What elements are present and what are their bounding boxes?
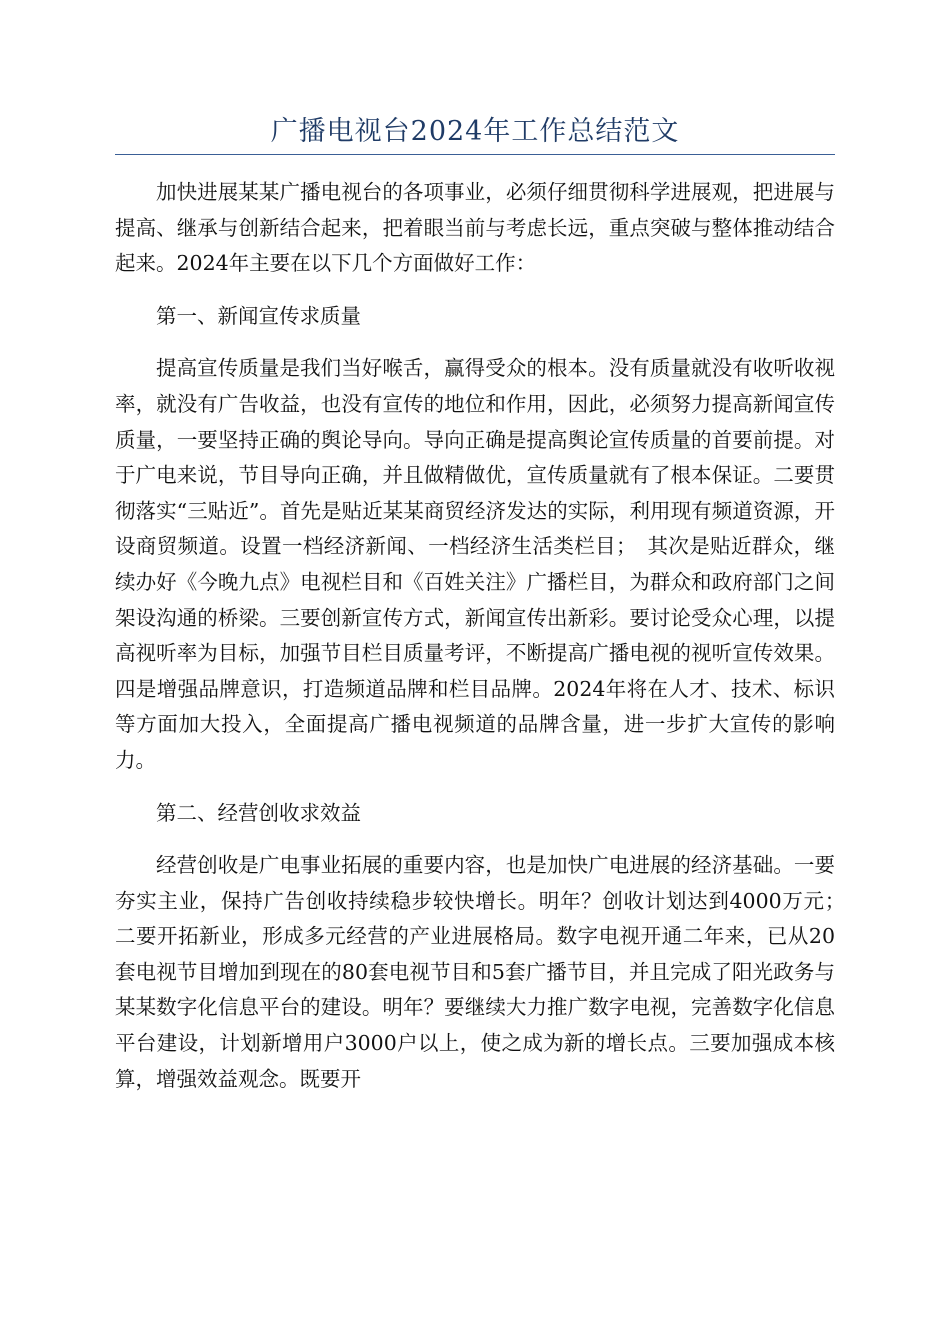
section-2-paragraph: 经营创收是广电事业拓展的重要内容，也是加快广电进展的经济基础。一要夯实主业，保持广告创收持续稳步较快增长。明年？创收计划达到4000万元； 二要开拓新业，形成多元经营的产业进展格局。数字电视开通二年来，已从20套电视节目增加到现在的80套电视节目和5套广播节目，并且完成了阳光政务与某某数字化信息平台的建设。明年？要继续大力推广数字电视，完善数字化信息平台建设，计划新增用户3000户以上，使之成为新的增长点。三要加强成本核算，增强效益观念。既要开 bbox=[115, 853, 856, 1091]
section-1-paragraph: 提高宣传质量是我们当好喉舌，赢得受众的根本。没有质量就没有收听收视率，就没有广告收益，也没有宣传的地位和作用，因此，必须努力提高新闻宣传质量，一要坚持正确的舆论导向。导向正确是提高舆论宣传质量的首要前提。对于广电来说，节目导向正确，并且做精做优，宣传质量就有了根本保证。二要贯彻落实“三贴近”。首先是贴近某某商贸经济发达的实际，利用现有频道资源，开设商贸频道。设置一档经济新闻、一档经济生活类栏目； 其次是贴近群众，继续办好《今晚九点》电视栏目和《百姓关注》广播栏目，为群众和政府部门之间架设沟通的桥梁。三要创新宣传方式，新闻宣传出新彩。要讨论受众心理，以提高视听率为目标，加强节目栏目质量考评，不断提高广播电视的视听宣传效果。四是增强品牌意识，打造频道品牌和栏目品牌。2024年将在人才、技术、标识等方面加大投入，全面提高广播电视频道的品牌含量，进一步扩大宣传的影响力。 bbox=[115, 356, 835, 772]
section-1-heading: 第一、新闻宣传求质量 bbox=[156, 303, 361, 328]
document-body bbox=[115, 175, 856, 1114]
document-title: 广播电视台2024年工作总结范文 bbox=[270, 116, 680, 147]
intro-paragraph: 加快进展某某广播电视台的各项事业，必须仔细贯彻科学进展观，把进展与提高、继承与创新结合起来，把着眼当前与考虑长远，重点突破与整体推动结合起来。2024年主要在以下几个方面做好工作： bbox=[115, 180, 835, 276]
section-2-heading: 第二、经营创收求效益 bbox=[156, 800, 361, 825]
title-underline bbox=[115, 154, 835, 155]
